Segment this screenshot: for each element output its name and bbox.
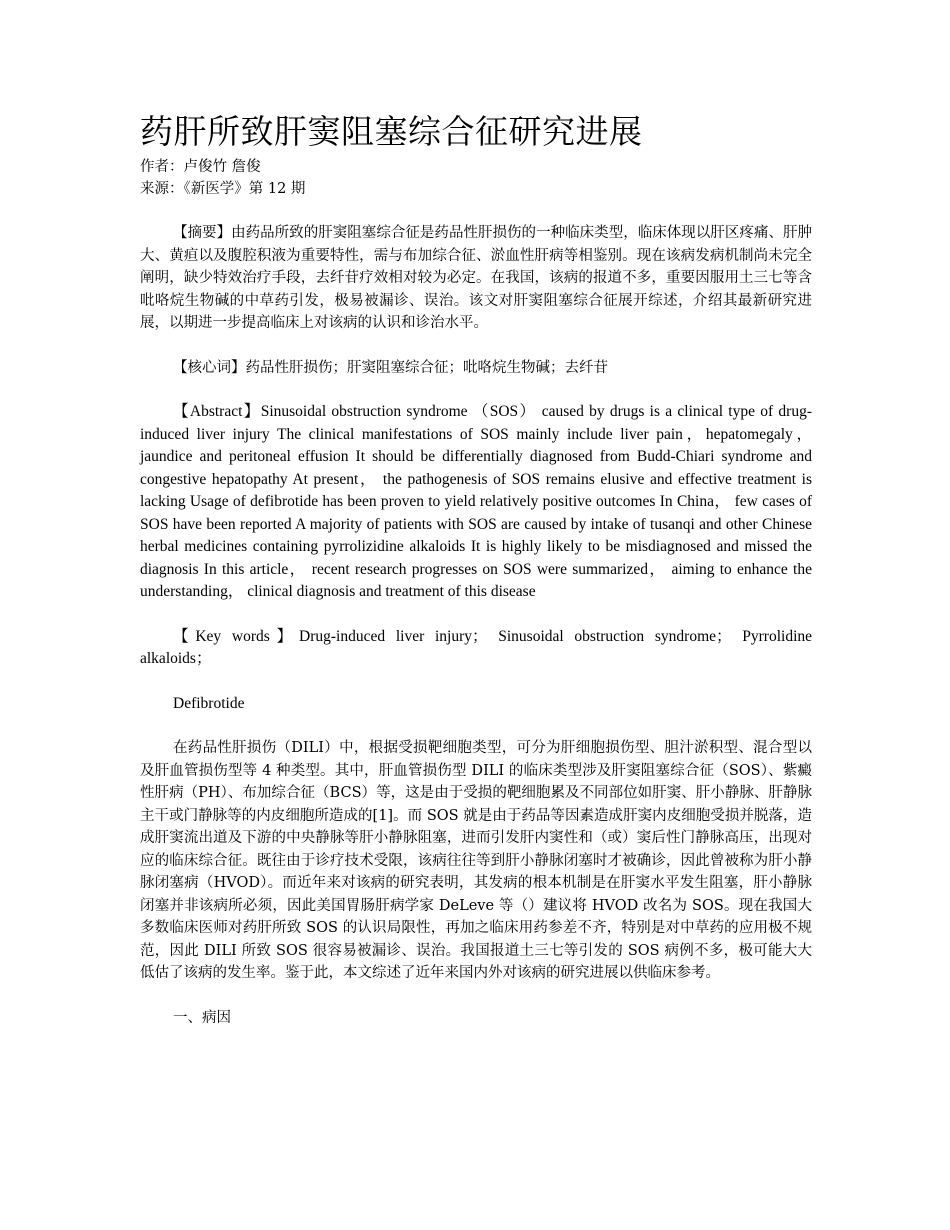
section-heading-etiology: 一、病因 — [173, 1009, 231, 1026]
abstract-cn-text: 由药品所致的肝窦阻塞综合征是药品性肝损伤的一种临床类型，临床体现以肝区疼痛、肝肿大、黄疸以及腹腔积液为重要特性，需与布加综合征、淤血性肝病等相鉴别。现在该病发病机制尚未完全阐明，缺少特效治疗手段，去纤苷疗效相对较为必定。在我国，该病的报道不多，重要因服用土三七等含吡咯烷生物碱的中草药引发，极易被漏诊、误治。该文对肝窦阻塞综合征展开综述，介绍其最新研究进展，以期进一步提高临床上对该病的认识和诊治水平。 — [140, 225, 812, 331]
keywords-en-label: 【Key words】 — [173, 627, 300, 645]
body-intro: 在药品性肝损伤（DILI）中，根据受损靶细胞类型，可分为肝细胞损伤型、胆汁淤积型、混合型以及肝血管损伤型等 4 种类型。其中，肝血管损伤型 DILI 的临床类型涉及肝窦阻塞综合征（SOS）、紫癜性肝病（PH）、布加综合征（BCS）等，这是由于受损的靶细胞累及不同部位如肝窦、肝小静脉、肝静脉主干或门静脉等的内皮细胞所造成的[1]。而 SOS 就是由于药品等因素造成肝窦内皮细胞受损并脱落，造成肝窦流出道及下游的中央静脉等肝小静脉阻塞，进而引发肝内窦性和（或）窦后性门静脉高压，出现对应的临床综合征。既往由于诊疗技术受限，该病往往等到肝小静脉闭塞时才被确诊，因此曾被称为肝小静脉闭塞病（HVOD）。而近年来对该病的研究表明，其发病的根本机制是在肝窦水平发生阻塞，肝小静脉闭塞并非该病所必须，因此美国胃肠肝病学家 DeLeve 等（）建议将 HVOD 改名为 SOS。现在我国大多数临床医师对药肝所致 SOS 的认识局限性，再加之临床用药参差不齐，特别是对中草药的应用极不规范，因此 DILI 所致 SOS 很容易被漏诊、误治。我国报道土三七等引发的 SOS 病例不多，极可能大大低估了该病的发生率。鉴于此，本文综述了近年来国内外对该病的研究进展以供临床参考。 — [140, 740, 812, 981]
article-source: 来源：《新医学》第 12 期 — [140, 181, 306, 197]
keywords-en-text: Drug-induced liver injury； Sinusoidal obstruction syndrome； Pyrrolidine alkaloids； — [140, 627, 813, 667]
abstract-en-label: 【Abstract】 — [173, 403, 261, 420]
abstract-cn-label: 【摘要】 — [173, 225, 232, 241]
article-title: 药肝所致肝窦阻塞综合征研究进展 — [140, 112, 643, 151]
abstract-en — [140, 401, 812, 604]
keywords-en — [140, 626, 812, 671]
abstract-cn — [140, 222, 812, 335]
abstract-en-text: Sinusoidal obstruction syndrome （SOS） caused by drugs is a clinical type of drug-induced liver injury The clinical manifestations of SOS mainly include liver pain，hepatomegaly， jaundice and peritoneal effusion It should be differentially diagnosed from Budd-Chiari syndrome and congestive hepatopathy At present， the pathogenesis of SOS remains elusive and effective treatment is lacking Usage of defibrotide has been proven to yield relatively positive outcomes In China， few cases of SOS have been reported A majority of patients with SOS are caused by intake of tusanqi and other Chinese herbal medicines containing pyrrolizidine alkaloids It is highly likely to be misdiagnosed and missed the diagnosis In this article， recent research progresses on SOS were summarized， aiming to enhance the understanding， clinical diagnosis and treatment of this disease — [140, 403, 812, 600]
keywords-en-continuation: Defibrotide — [173, 694, 245, 712]
keywords-cn-text: 药品性肝损伤；肝窦阻塞综合征；吡咯烷生物碱；去纤苷 — [245, 359, 608, 376]
keywords-cn-label: 【核心词】 — [173, 359, 246, 376]
document-page — [140, 108, 812, 1029]
keywords-cn — [140, 357, 812, 380]
article-author: 作者：卢俊竹 詹俊 — [140, 159, 261, 175]
